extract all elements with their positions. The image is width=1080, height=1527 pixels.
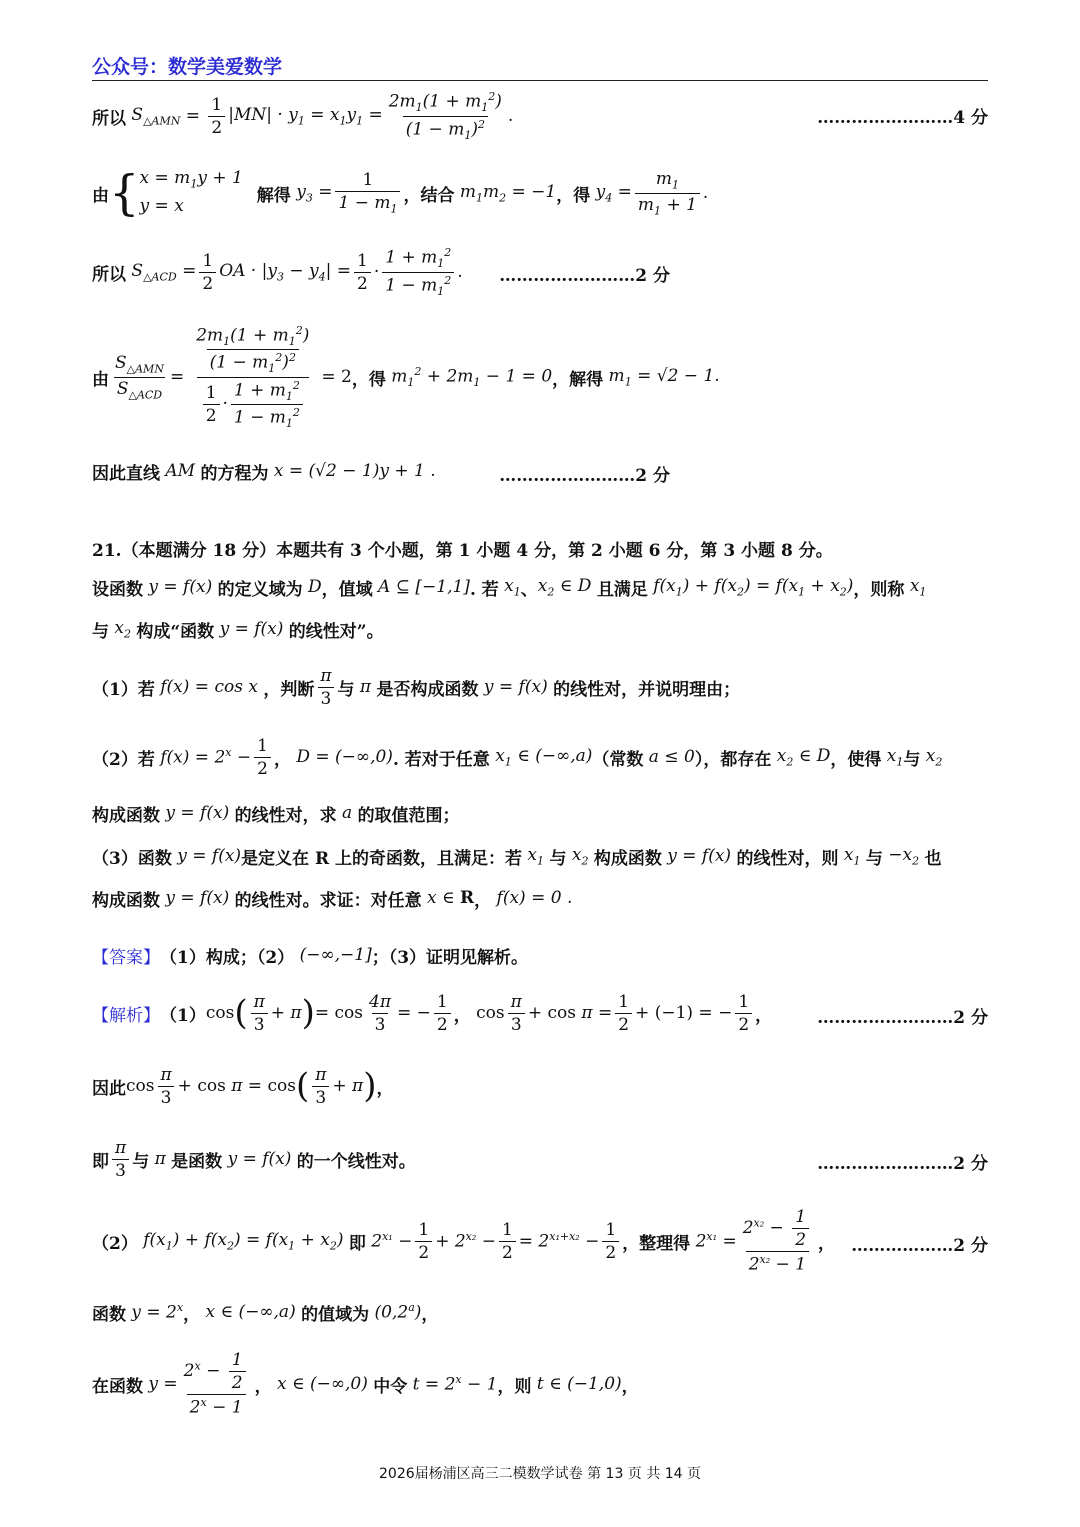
text: 中令 <box>373 1376 408 1397</box>
text: 与 <box>549 848 567 869</box>
analysis-range: 函数 $y = 2^x$ ， x ∈ (−∞,a) 的值域为 (0,2$^a$) ， <box>92 1301 439 1325</box>
text: 与 <box>865 848 883 869</box>
text: ，得 <box>556 185 591 206</box>
text: ， <box>621 1376 639 1397</box>
text: （常数 <box>592 749 644 770</box>
text: 的定义域为 <box>217 579 303 600</box>
text: 构成函数 <box>92 805 160 826</box>
text: 因此直线 <box>92 463 160 484</box>
text: ，值域 <box>321 579 373 600</box>
score-2e: ………………2 分 <box>851 1236 988 1256</box>
text: 的线性对，则 <box>736 848 839 869</box>
text: 的线性对，求 <box>234 805 337 826</box>
text: 的线性对。求证：对任意 <box>234 890 422 911</box>
text: . 若对于任意 <box>392 749 490 770</box>
text: 与 <box>92 621 109 642</box>
analysis-1: 【解析】 （1） cos ( $\frac{\pi}{3}$ + π ) = cos $\frac{4\pi}{3}$ = − $\frac{1}{2}$ ， cos $\frac{\pi}{3}$ + cos π = $\frac{1}{2}$ + (−1) = − $\frac{1}{2}$ ， <box>92 991 773 1035</box>
text: ， <box>474 890 492 911</box>
text: 解得 <box>256 185 291 206</box>
text: 是否构成函数 <box>376 679 479 700</box>
text: 是定义在 R 上的奇函数，且满足：若 <box>241 848 523 869</box>
text: ，则 <box>497 1376 532 1397</box>
text: 且满足 <box>596 579 648 600</box>
text: 与 <box>132 1151 150 1172</box>
text: ；（3）证明见解析。 <box>371 947 529 968</box>
question-3-cont: 构成函数 y = f(x) 的线性对。求证：对任意 x ∈ R ， f(x) = 0 . <box>92 883 988 913</box>
text: ），都存在 <box>694 749 772 770</box>
text: ，使得 <box>830 749 882 770</box>
text: 的方程为 <box>200 463 269 484</box>
header-rule <box>92 80 988 81</box>
text: （2） <box>92 1233 138 1254</box>
score-2d: ……………………2 分 <box>817 1154 988 1174</box>
answer-tag: 【答案】 <box>92 947 160 968</box>
answer-line: 【答案】 （1）构成；（2） (−∞,−1] ；（3）证明见解析。 <box>92 940 988 970</box>
score-4: ……………………4 分 <box>817 108 988 128</box>
score-2a: ……………………2 分 <box>499 266 670 286</box>
text: （1）若 <box>92 679 155 700</box>
text: 所以 <box>92 108 126 129</box>
problem-21-stem: 设函数 y = f(x) 的定义域为 D ，值域 A ⊆ [−1,1] . 若 $x_1$ 、 $x_2$ ∈ D 且满足 $f(x_1) + f(x_2) = f(x_1 + x_2)$ ，则称 $x_1$ <box>92 575 927 600</box>
page-footer: 2026届杨浦区高三二模数学试卷 第 13 页 共 14 页 <box>379 1466 701 1482</box>
text: 的线性对，并说明理由； <box>553 679 741 700</box>
text: ，结合 <box>403 185 455 206</box>
text: 的值域为 <box>301 1304 370 1325</box>
text: ，判断 <box>263 679 315 700</box>
line-am-eq: 因此直线 AM 的方程为 x = (√2 − 1)y + 1 . <box>92 454 988 488</box>
text: 与 <box>337 679 355 700</box>
text: 构成函数 <box>593 848 662 869</box>
area-acd-line: 所以 $S_{\triangle ACD}$ = $\frac{1}{2}$ OA · $|y_3 - y_4|$ = $\frac{1}{2}$ · $\frac{1 + m_1^2}{1 - m_1^2}$ . <box>92 246 463 298</box>
text: ， <box>183 1304 201 1325</box>
text: 的一个线性对。 <box>296 1151 416 1172</box>
text: ， <box>273 749 291 770</box>
text: ， <box>421 1304 439 1325</box>
text: 构成“函数 <box>136 621 215 642</box>
text: ， <box>254 1376 272 1397</box>
analysis-substitute: 在函数 y = $2^x$ − $\frac{1}{2}$ $2^x - 1$ ， x ∈ (−∞,0) 中令 $t = 2^x - 1$ ，则 t ∈ (−1,0) ， <box>92 1350 639 1418</box>
text: （1） <box>160 1005 206 1026</box>
text: 在函数 <box>92 1376 143 1397</box>
text: 是函数 <box>171 1151 223 1172</box>
text: ， <box>818 1233 836 1254</box>
text: 构成函数 <box>92 890 160 911</box>
system-line: 由 { $x = m_1y + 1$ y = x 解得 $y_3$ = $\frac{1}{1 - m_1}$ ，结合 $m_1m_2 = -1$ ，得 $y_4$ = $\frac{m_1}{m_1 + 1}$ . <box>92 164 709 221</box>
text: 的线性对”。 <box>288 621 384 642</box>
text: 的取值范围； <box>357 805 460 826</box>
text: 函数 <box>92 1304 126 1325</box>
text: ，则称 <box>853 579 905 600</box>
text: （1）构成；（2） <box>160 947 295 968</box>
analysis-therefore: 因此 cos $\frac{\pi}{3}$ + cos π = cos ( $\frac{\pi}{3}$ + π ) ， <box>92 1064 394 1108</box>
text: 所以 <box>92 264 126 285</box>
question-3: （3）函数 y = f(x) 是定义在 R 上的奇函数，且满足：若 $x_1$ 与 $x_2$ 构成函数 y = f(x) 的线性对，则 $x_1$ 与 $-x_2$ 也 <box>92 844 942 869</box>
text: 设函数 <box>92 579 143 600</box>
score-2b: ……………………2 分 <box>499 466 670 486</box>
problem-21-stem-2: 与 $x_2$ 构成“函数 y = f(x) 的线性对”。 <box>92 617 384 642</box>
text: ，整理得 <box>622 1233 691 1254</box>
analysis-2: （2） $f(x_1) + f(x_2) = f(x_1 + x_2)$ 即 $2^{x_1}$ − $\frac{1}{2}$ + $2^{x_2}$ − $\frac{1}{2}$ = $2^{x_1+x_2}$ − $\frac{1}{2}$ ，整理得 $2^{x_1}$ = $2^{x_2}$ − $\frac{1}{2}$ $2^{x_2} - 1$ ， <box>92 1207 836 1275</box>
text: ，得 <box>351 369 386 390</box>
text: ，解得 <box>552 369 604 390</box>
text: 即 <box>92 1151 109 1172</box>
text: 因此 <box>92 1078 126 1099</box>
area-amn-line: 所以 $S_{\triangle AMN}$ = $\frac{1}{2}$ $|MN| \cdot y_1 = x_1y_1$ = $\frac{2m_1(1 + m_1^2)}{(1 - m_1)^2}$ . <box>92 90 514 142</box>
text: 也 <box>924 848 942 869</box>
ratio-line: 由 $\frac{S_{\triangle AMN}}{S_{\triangle ACD}}$ = $\frac{2m_1(1 + m_1^2)}{(1 - m_1^2)^2}$ $\frac{1}{2}$ · $\frac{1 + m_1^2}{1 - m_1^2}$ = 2 ，得 $m_1^2 + 2m_1 - 1 = 0$ ，解得 $m_1 = √2 - 1$. <box>92 324 720 430</box>
text: 由 <box>92 185 109 206</box>
text: 即 <box>348 1233 366 1254</box>
text: （2）若 <box>92 749 155 770</box>
text: 与 <box>903 749 921 770</box>
source-header: 公众号：数学美爱数学 <box>92 56 283 78</box>
text: （3）函数 <box>92 848 172 869</box>
score-2c: ……………………2 分 <box>817 1008 988 1028</box>
problem-21-title: 21.（本题满分 18 分）本题共有 3 个小题，第 1 小题 4 分，第 2 小题 6 分，第 3 小题 8 分。 <box>92 540 833 561</box>
text: 、 <box>520 579 538 600</box>
text: ， <box>376 1078 394 1099</box>
analysis-ji: 即 $\frac{\pi}{3}$ 与 π 是函数 y = f(x) 的一个线性对。 <box>92 1137 416 1181</box>
question-1: （1）若 f(x) = cos x ，判断 $\frac{\pi}{3}$ 与 π 是否构成函数 y = f(x) 的线性对，并说明理由； <box>92 665 741 709</box>
text: . 若 <box>469 579 499 600</box>
question-2-cont: 构成函数 y = f(x) 的线性对，求 a 的取值范围； <box>92 798 988 828</box>
text: ， <box>755 1005 773 1026</box>
analysis-tag: 【解析】 <box>92 1005 160 1026</box>
text: ， <box>453 1005 471 1026</box>
question-2: （2）若 $f(x) = 2^x$ − $\frac{1}{2}$ ， D = (−∞,0) . 若对于任意 $x_1$ ∈ (−∞,a) （常数 a ≤ 0 ），都存在 $x_2$ ∈ D ，使得 $x_1$ 与 $x_2$ <box>92 735 943 779</box>
text: 由 <box>92 369 109 390</box>
